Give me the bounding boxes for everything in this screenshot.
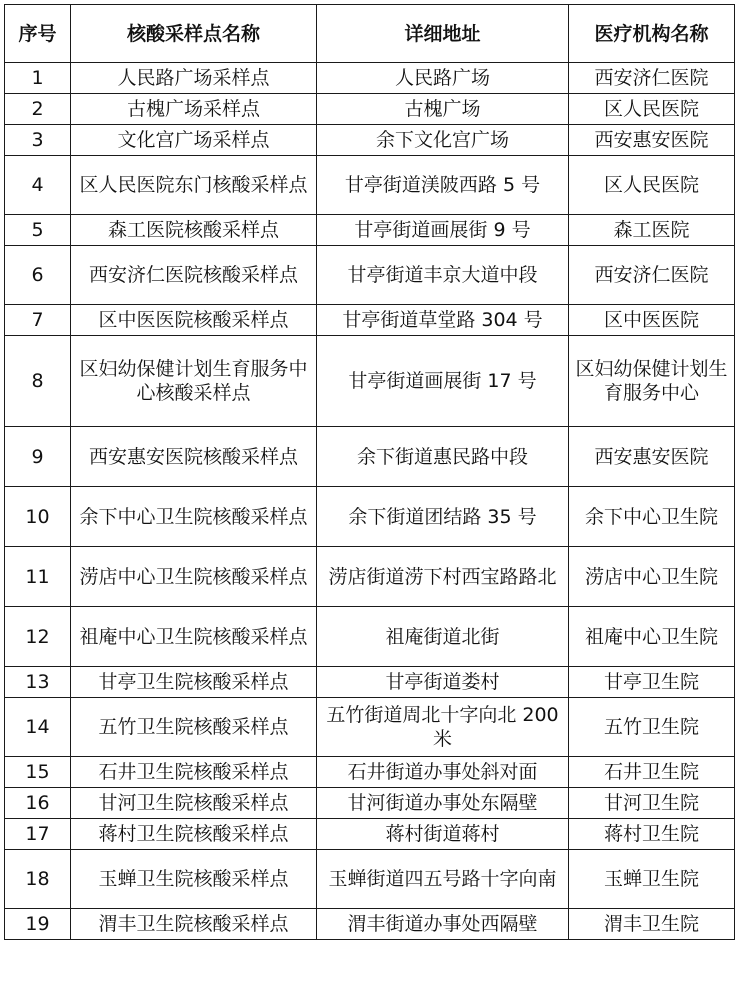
cell-serial-number: 3 bbox=[5, 125, 71, 156]
header-address: 详细地址 bbox=[317, 5, 569, 63]
cell-institution: 西安惠安医院 bbox=[569, 427, 735, 487]
header-row bbox=[5, 5, 735, 63]
cell-address: 渭丰街道办事处西隔壁 bbox=[317, 909, 569, 940]
table-row bbox=[5, 215, 735, 246]
table-row bbox=[5, 850, 735, 909]
cell-serial-number: 8 bbox=[5, 336, 71, 427]
cell-institution: 玉蝉卫生院 bbox=[569, 850, 735, 909]
cell-address: 余下街道团结路 35 号 bbox=[317, 487, 569, 547]
table-row bbox=[5, 788, 735, 819]
cell-institution: 石井卫生院 bbox=[569, 757, 735, 788]
cell-institution: 区人民医院 bbox=[569, 94, 735, 125]
cell-institution: 西安济仁医院 bbox=[569, 63, 735, 94]
cell-institution: 西安济仁医院 bbox=[569, 246, 735, 305]
cell-serial-number: 4 bbox=[5, 156, 71, 215]
cell-serial-number: 6 bbox=[5, 246, 71, 305]
cell-institution: 区中医医院 bbox=[569, 305, 735, 336]
cell-institution: 森工医院 bbox=[569, 215, 735, 246]
table-row bbox=[5, 757, 735, 788]
sampling-sites-table bbox=[4, 4, 735, 940]
header-serial-number: 序号 bbox=[5, 5, 71, 63]
table-row bbox=[5, 246, 735, 305]
table-body bbox=[5, 63, 735, 940]
table-row bbox=[5, 94, 735, 125]
table-row bbox=[5, 336, 735, 427]
cell-site-name: 甘河卫生院核酸采样点 bbox=[71, 788, 317, 819]
table-row bbox=[5, 487, 735, 547]
cell-institution: 西安惠安医院 bbox=[569, 125, 735, 156]
table-row bbox=[5, 698, 735, 757]
cell-site-name: 西安济仁医院核酸采样点 bbox=[71, 246, 317, 305]
cell-address: 蒋村街道蒋村 bbox=[317, 819, 569, 850]
cell-serial-number: 13 bbox=[5, 667, 71, 698]
cell-institution: 区妇幼保健计划生育服务中心 bbox=[569, 336, 735, 427]
table-row bbox=[5, 819, 735, 850]
header-site-name: 核酸采样点名称 bbox=[71, 5, 317, 63]
cell-address: 五竹街道周北十字向北 200 米 bbox=[317, 698, 569, 757]
cell-serial-number: 1 bbox=[5, 63, 71, 94]
cell-address: 甘亭街道画展街 9 号 bbox=[317, 215, 569, 246]
cell-site-name: 西安惠安医院核酸采样点 bbox=[71, 427, 317, 487]
cell-institution: 涝店中心卫生院 bbox=[569, 547, 735, 607]
cell-institution: 渭丰卫生院 bbox=[569, 909, 735, 940]
cell-address: 余下文化宫广场 bbox=[317, 125, 569, 156]
table-row bbox=[5, 607, 735, 667]
cell-site-name: 蒋村卫生院核酸采样点 bbox=[71, 819, 317, 850]
table-row bbox=[5, 427, 735, 487]
cell-site-name: 渭丰卫生院核酸采样点 bbox=[71, 909, 317, 940]
table-row bbox=[5, 63, 735, 94]
cell-address: 甘河街道办事处东隔壁 bbox=[317, 788, 569, 819]
cell-address: 甘亭街道娄村 bbox=[317, 667, 569, 698]
cell-serial-number: 12 bbox=[5, 607, 71, 667]
cell-address: 甘亭街道画展街 17 号 bbox=[317, 336, 569, 427]
cell-institution: 五竹卫生院 bbox=[569, 698, 735, 757]
cell-serial-number: 5 bbox=[5, 215, 71, 246]
cell-site-name: 玉蝉卫生院核酸采样点 bbox=[71, 850, 317, 909]
table-row bbox=[5, 909, 735, 940]
table-row bbox=[5, 547, 735, 607]
cell-site-name: 余下中心卫生院核酸采样点 bbox=[71, 487, 317, 547]
cell-address: 甘亭街道渼陂西路 5 号 bbox=[317, 156, 569, 215]
cell-address: 余下街道惠民路中段 bbox=[317, 427, 569, 487]
table-row bbox=[5, 305, 735, 336]
cell-serial-number: 10 bbox=[5, 487, 71, 547]
cell-address: 甘亭街道草堂路 304 号 bbox=[317, 305, 569, 336]
cell-site-name: 古槐广场采样点 bbox=[71, 94, 317, 125]
table-row bbox=[5, 667, 735, 698]
cell-site-name: 区人民医院东门核酸采样点 bbox=[71, 156, 317, 215]
cell-institution: 甘河卫生院 bbox=[569, 788, 735, 819]
cell-address: 祖庵街道北街 bbox=[317, 607, 569, 667]
cell-serial-number: 18 bbox=[5, 850, 71, 909]
cell-address: 涝店街道涝下村西宝路路北 bbox=[317, 547, 569, 607]
cell-serial-number: 9 bbox=[5, 427, 71, 487]
cell-serial-number: 19 bbox=[5, 909, 71, 940]
cell-site-name: 甘亭卫生院核酸采样点 bbox=[71, 667, 317, 698]
cell-serial-number: 14 bbox=[5, 698, 71, 757]
cell-site-name: 石井卫生院核酸采样点 bbox=[71, 757, 317, 788]
cell-serial-number: 17 bbox=[5, 819, 71, 850]
cell-address: 古槐广场 bbox=[317, 94, 569, 125]
cell-institution: 蒋村卫生院 bbox=[569, 819, 735, 850]
cell-serial-number: 2 bbox=[5, 94, 71, 125]
table-row bbox=[5, 156, 735, 215]
cell-site-name: 涝店中心卫生院核酸采样点 bbox=[71, 547, 317, 607]
cell-site-name: 人民路广场采样点 bbox=[71, 63, 317, 94]
cell-site-name: 文化宫广场采样点 bbox=[71, 125, 317, 156]
cell-institution: 余下中心卫生院 bbox=[569, 487, 735, 547]
header-institution: 医疗机构名称 bbox=[569, 5, 735, 63]
cell-site-name: 祖庵中心卫生院核酸采样点 bbox=[71, 607, 317, 667]
cell-address: 人民路广场 bbox=[317, 63, 569, 94]
cell-site-name: 区中医医院核酸采样点 bbox=[71, 305, 317, 336]
cell-serial-number: 7 bbox=[5, 305, 71, 336]
cell-serial-number: 11 bbox=[5, 547, 71, 607]
cell-serial-number: 16 bbox=[5, 788, 71, 819]
table-header bbox=[5, 5, 735, 63]
cell-address: 石井街道办事处斜对面 bbox=[317, 757, 569, 788]
cell-serial-number: 15 bbox=[5, 757, 71, 788]
cell-address: 玉蝉街道四五号路十字向南 bbox=[317, 850, 569, 909]
cell-institution: 区人民医院 bbox=[569, 156, 735, 215]
cell-site-name: 森工医院核酸采样点 bbox=[71, 215, 317, 246]
table-row bbox=[5, 125, 735, 156]
cell-address: 甘亭街道丰京大道中段 bbox=[317, 246, 569, 305]
cell-institution: 祖庵中心卫生院 bbox=[569, 607, 735, 667]
cell-site-name: 区妇幼保健计划生育服务中心核酸采样点 bbox=[71, 336, 317, 427]
cell-site-name: 五竹卫生院核酸采样点 bbox=[71, 698, 317, 757]
cell-institution: 甘亭卫生院 bbox=[569, 667, 735, 698]
